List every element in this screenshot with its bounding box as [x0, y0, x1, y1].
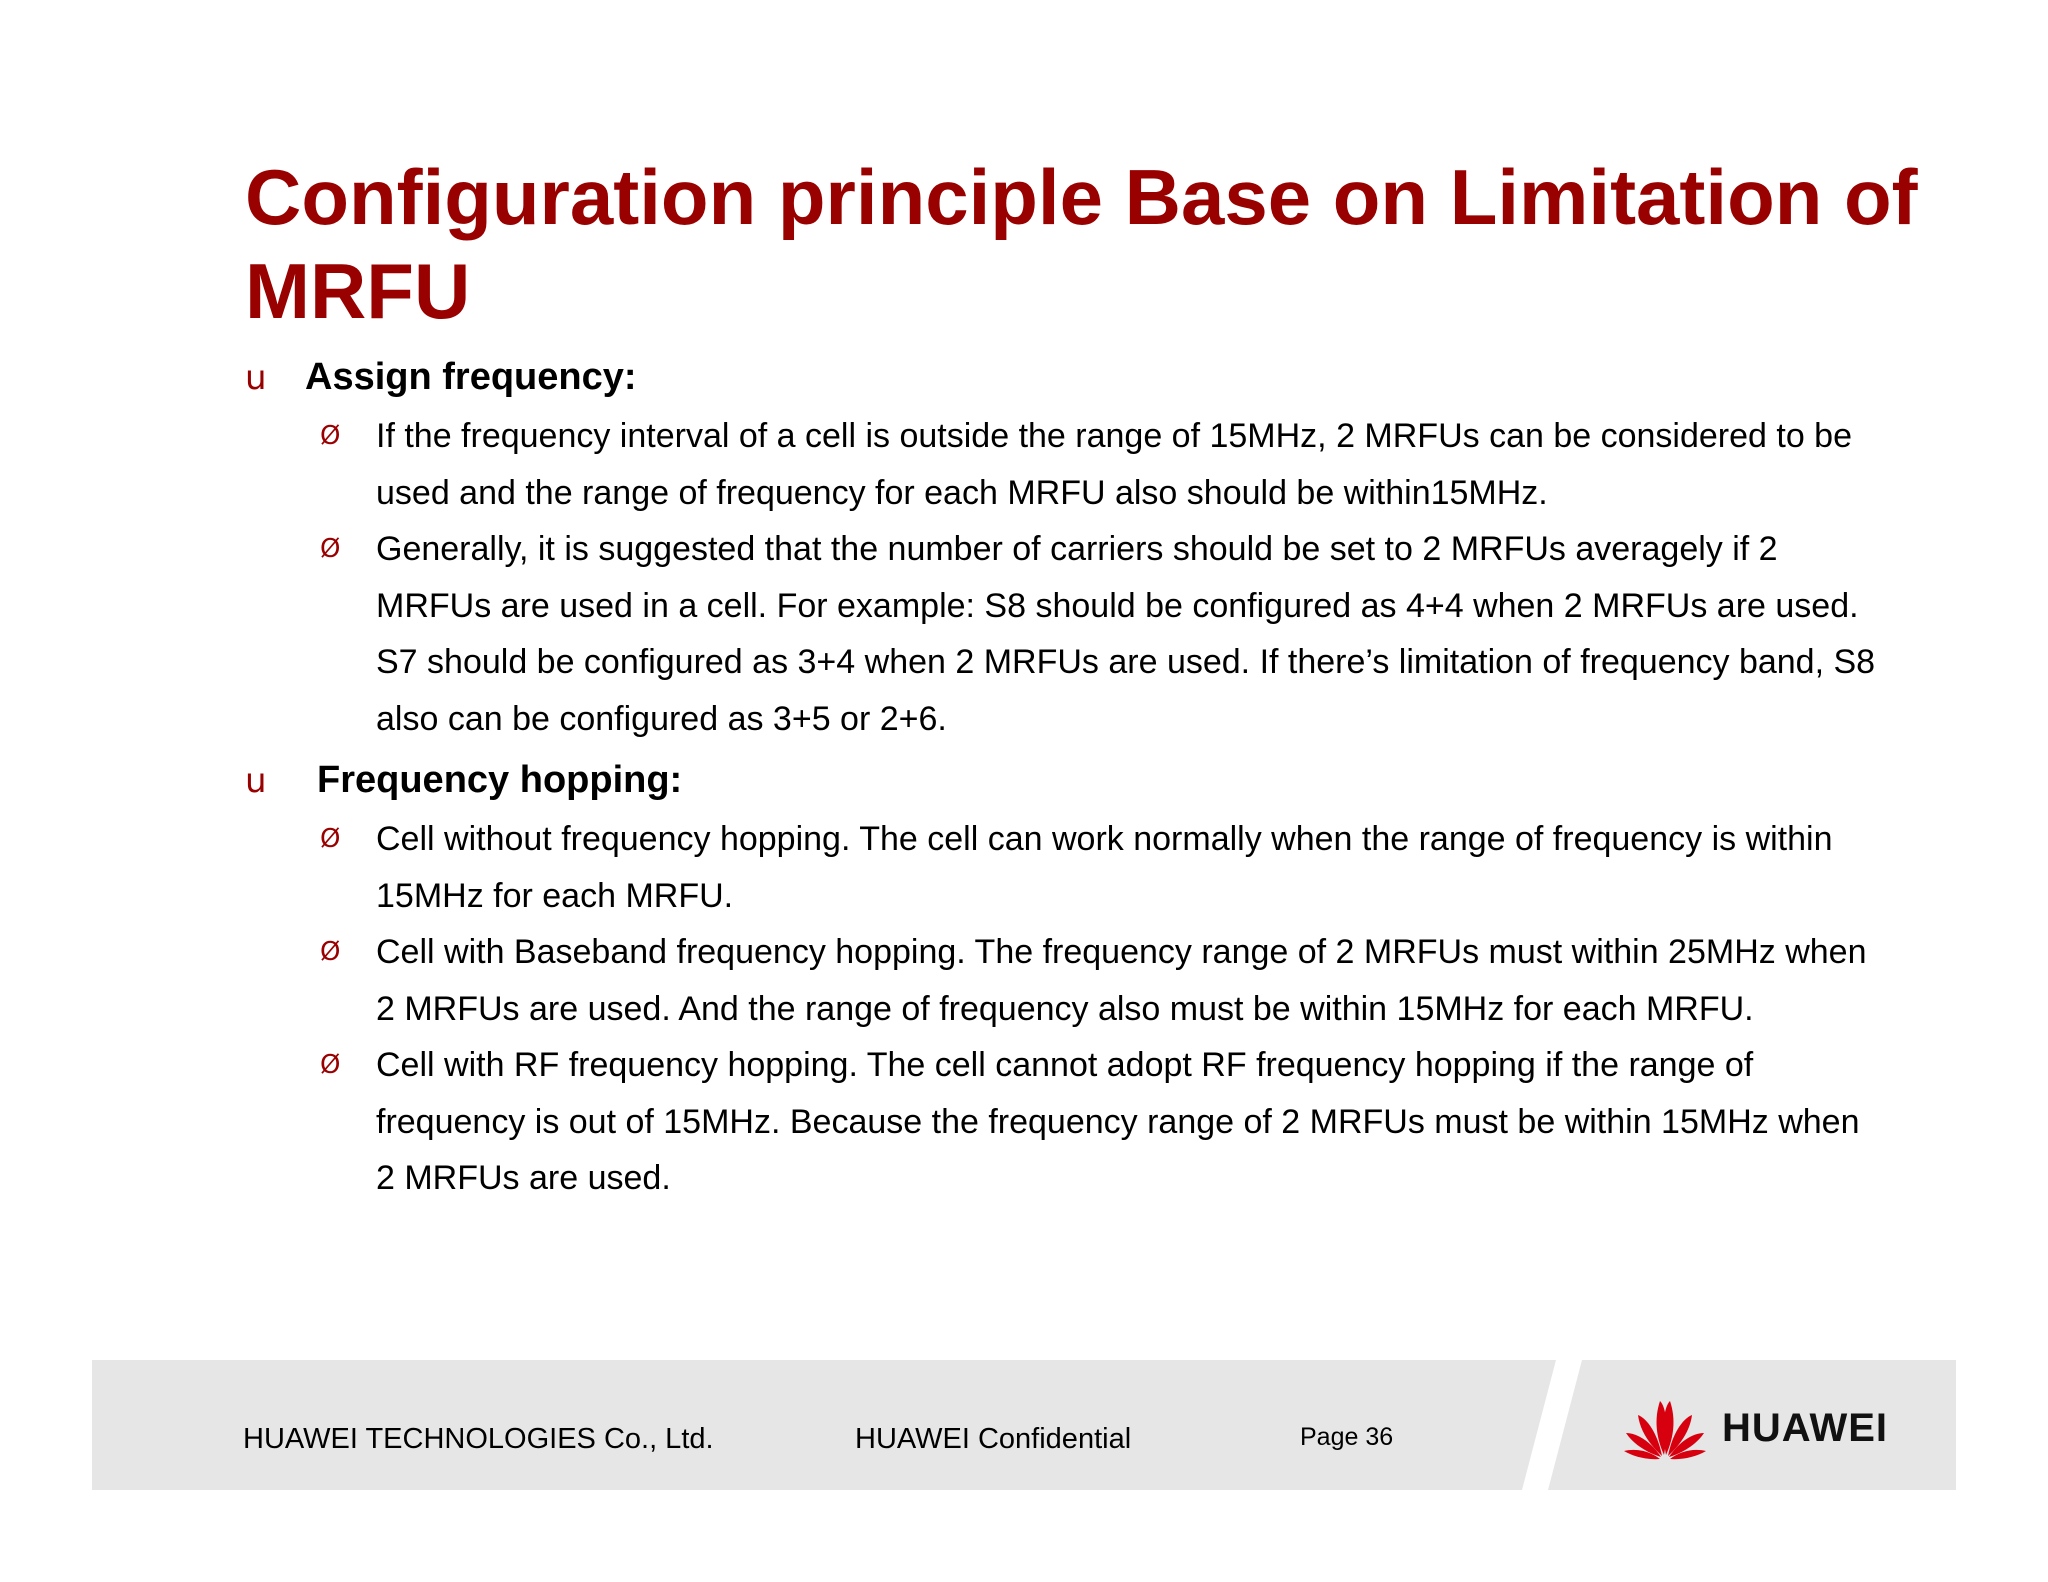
list-item [320, 1037, 1880, 1207]
list-item [320, 521, 1880, 747]
arrow-bullet-icon: Ø [320, 824, 341, 854]
section-heading-assign-frequency [245, 352, 637, 403]
section-bullet-icon: u [245, 358, 267, 398]
huawei-petal-logo-icon [1620, 1393, 1710, 1463]
logo-wordmark: HUAWEI [1722, 1405, 1888, 1450]
section-heading-frequency-hopping [245, 755, 682, 806]
arrow-bullet-icon: Ø [320, 1050, 341, 1080]
section-items-assign-frequency [320, 408, 1880, 747]
slide-title: Configuration principle Base on Limitation of MRFU [245, 153, 1918, 335]
arrow-bullet-icon: Ø [320, 534, 341, 564]
section-items-frequency-hopping [320, 811, 1880, 1207]
list-item [320, 924, 1880, 1037]
arrow-bullet-icon: Ø [320, 421, 341, 451]
arrow-bullet-icon: Ø [320, 937, 341, 967]
list-item [320, 811, 1880, 924]
huawei-logo [1620, 1393, 1888, 1463]
footer-confidential: HUAWEI Confidential [855, 1423, 1132, 1455]
footer-company: HUAWEI TECHNOLOGIES Co., Ltd. [243, 1423, 714, 1455]
list-item-text: Generally, it is suggested that the number of carriers should be set to 2 MRFUs averagely if 2 MRFUs are used in a cell. For example: S8 should be configured as 4+4 when 2 MRFUs are used. S7 should be configured as 3+4 when 2 MRFUs are used. If there’s limitation of frequency band, S8 also can be configured as 3+5 or 2+6. [376, 530, 1876, 738]
list-item-text: Cell without frequency hopping. The cell can work normally when the range of frequency is within 15MHz for each MRFU. [376, 820, 1833, 915]
section-heading-text: Frequency hopping: [317, 759, 683, 801]
list-item [320, 408, 1880, 521]
list-item-text: Cell with RF frequency hopping. The cell cannot adopt RF frequency hopping if the range of frequency is out of 15MHz. Because the frequency range of 2 MRFUs must be within 15MHz when 2 MRFUs are used. [376, 1046, 1860, 1197]
section-heading-text: Assign frequency: [305, 356, 637, 398]
list-item-text: Cell with Baseband frequency hopping. The frequency range of 2 MRFUs must within 25MHz when 2 MRFUs are used. And the range of frequency also must be within 15MHz for each MRFU. [376, 933, 1867, 1028]
list-item-text: If the frequency interval of a cell is outside the range of 15MHz, 2 MRFUs can be considered to be used and the range of frequency for each MRFU also should be within15MHz. [376, 417, 1852, 512]
footer-page-number: Page 36 [1300, 1423, 1394, 1451]
section-bullet-icon: u [245, 761, 267, 801]
